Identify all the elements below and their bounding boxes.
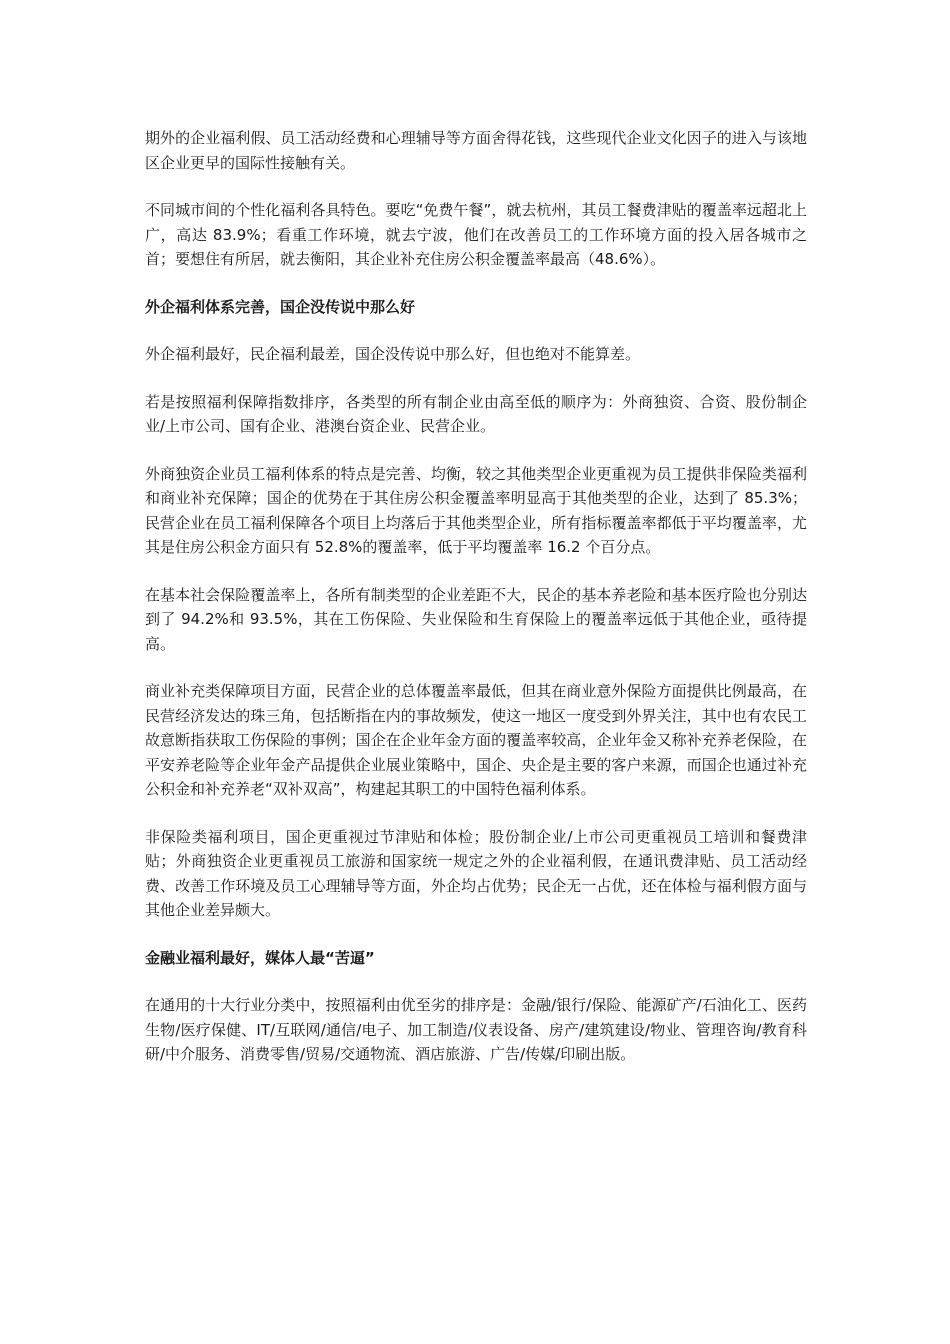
paragraph-ownership-order: 若是按照福利保障指数排序，各类型的所有制企业由高至低的顺序为：外商独资、合资、股份制企业/上市公司、国有企业、港澳台资企业、民营企业。 [145,392,807,435]
paragraph-foreign-enterprise-traits: 外商独资企业员工福利体系的特点是完善、均衡，较之其他类型企业更重视为员工提供非保险类福利和商业补充保障；国企的优势在于其住房公积金覆盖率明显高于其他类型的企业，达到了 85.3%；民营企业在员工福利保障各个项目上均落后于其他类型企业，所有指标覆盖率都低于平均覆盖率，尤其是住房公积金方面只有 52.8%的覆盖率，低于平均覆盖率 16.2 个百分点。 [145,464,807,556]
paragraph-social-insurance: 在基本社会保险覆盖率上，各所有制类型的企业差距不大，民企的基本养老险和基本医疗险也分别达到了 94.2%和 93.5%，其在工伤保险、失业保险和生育保险上的覆盖率远低于其他企业，亟待提高。 [145,585,807,653]
section-heading-foreign-vs-state: 外企福利体系完善，国企没传说中那么好 [145,297,416,316]
paragraph-industry-ranking: 在通用的十大行业分类中，按照福利由优至劣的排序是：金融/银行/保险、能源矿产/石油化工、医药生物/医疗保健、IT/互联网/通信/电子、加工制造/仪表设备、房产/建筑建设/物业、管理咨询/教育科研/中介服务、消费零售/贸易/交通物流、酒店旅游、广告/传媒/印刷出版。 [145,996,807,1063]
section-heading-industry: 金融业福利最好，媒体人最“苦逼” [145,948,375,967]
paragraph-non-insurance-welfare: 非保险类福利项目，国企更重视过节津贴和体检；股份制企业/上市公司更重视员工培训和餐费津贴；外商独资企业更重视员工旅游和国家统一规定之外的企业福利假，在通讯费津贴、员工活动经费、改善工作环境及员工心理辅导等方面，外企均占优势；民企无一占优，还在体检与福利假方面与其他企业差异颇大。 [145,827,807,919]
paragraph-commercial-insurance: 商业补充类保障项目方面，民营企业的总体覆盖率最低，但其在商业意外保险方面提供比例最高，在民营经济发达的珠三角，包括断指在内的事故频发，使这一地区一度受到外界关注，其中也有农民工故意断指获取工伤保险的事例；国企在企业年金方面的覆盖率较高，企业年金又称补充养老保险，在平安养老险等企业年金产品提供企业展业策略中，国企、央企是主要的客户来源，而国企也通过补充公积金和补充养老“双补双高”，构建起其职工的中国特色福利体系。 [145,682,807,798]
paragraph-welfare-ranking-summary: 外企福利最好，民企福利最差，国企没传说中那么好，但也绝对不能算差。 [145,345,641,363]
paragraph-intro-continuation: 期外的企业福利假、员工活动经费和心理辅导等方面舍得花钱，这些现代企业文化因子的进入与该地区企业更早的国际性接触有关。 [145,129,807,172]
paragraph-city-welfare: 不同城市间的个性化福利各具特色。要吃“免费午餐”，就去杭州，其员工餐费津贴的覆盖率远超北上广，高达 83.9%；看重工作环境，就去宁波，他们在改善员工的工作环境方面的投入居各城市之首；要想住有所居，就去衡阳，其企业补充住房公积金覆盖率最高（48.6%）。 [145,201,807,268]
document-body [145,126,807,1090]
